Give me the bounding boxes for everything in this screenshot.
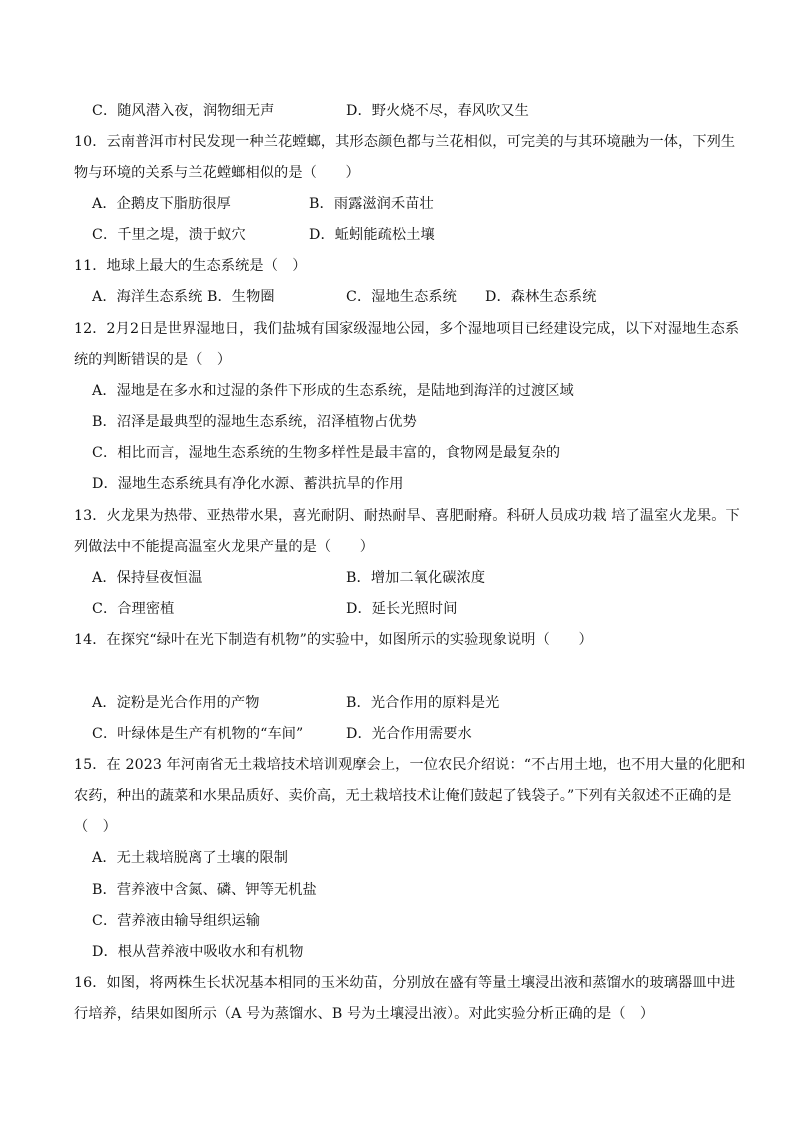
q10-option-a: A．企鹅皮下脂肪很厚 xyxy=(92,196,231,212)
q11-option-c: C．湿地生态系统 xyxy=(346,289,457,305)
q16-stem-line1: 16．如图，将两株生长状况基本相同的玉米幼苗，分别放在盛有等量土壤浸出液和蒸馏水的玻璃器皿中进 xyxy=(74,975,736,991)
q12-option-d: D．湿地生态系统具有净化水源、蓄洪抗旱的作用 xyxy=(92,476,404,492)
q10-option-d: D．蚯蚓能疏松土壤 xyxy=(309,227,435,243)
q16-stem-line2: 行培养，结果如图所示（A 号为蒸馏水、B 号为土壤浸出液）。对此实验分析正确的是（ ） xyxy=(74,1006,655,1022)
q13-option-b: B．增加二氧化碳浓度 xyxy=(346,570,486,586)
q10-stem-line1: 10．云南普洱市村民发现一种兰花螳螂，其形态颜色都与兰花相似，可完美的与其环境融为一体，下列生 xyxy=(74,134,736,150)
q12-stem-line1: 12．2月2日是世界湿地日，我们盐城有国家级湿地公园，多个湿地项目已经建设完成，以下对湿地生态系 xyxy=(74,321,740,337)
q12-stem-line2: 统的判断错误的是（ ） xyxy=(74,352,232,368)
q10-option-b: B．雨露滋润禾苗壮 xyxy=(309,196,434,212)
q11-stem: 11．地球上最大的生态系统是（ ） xyxy=(74,258,307,274)
q14-option-d: D．光合作用需要水 xyxy=(346,726,472,742)
q14-option-a: A．淀粉是光合作用的产物 xyxy=(92,695,260,711)
q10-stem-line2: 物与环境的关系与兰花螳螂相似的是（ ） xyxy=(74,165,360,181)
q10-option-c: C．千里之堤，溃于蚁穴 xyxy=(92,227,246,243)
q9-option-c: C．随风潜入夜，润物细无声 xyxy=(92,103,275,119)
q15-option-d: D．根从营养液中吸收水和有机物 xyxy=(92,944,304,960)
q13-stem-line2: 列做法中不能提高温室火龙果产量的是（ ） xyxy=(74,539,375,555)
q14-stem: 14．在探究“绿叶在光下制造有机物”的实验中，如图所示的实验现象说明（ ） xyxy=(74,632,593,648)
q14-option-b: B．光合作用的原料是光 xyxy=(346,695,500,711)
q13-stem-line1: 13．火龙果为热带、亚热带水果，喜光耐阴、耐热耐旱、喜肥耐瘠。科研人员成功栽 培了温室火龙果。下 xyxy=(74,508,740,524)
q11-option-d: D．森林生态系统 xyxy=(485,289,597,305)
q15-option-c: C．营养液由输导组织运输 xyxy=(92,913,261,929)
q15-option-b: B．营养液中含氮、磷、钾等无机盐 xyxy=(92,882,317,898)
q15-option-a: A．无土栽培脱离了土壤的限制 xyxy=(92,850,289,866)
q11-option-ab: A．海洋生态系统 B．生物圈 xyxy=(92,289,275,305)
q12-option-c: C．相比而言，湿地生态系统的生物多样性是最丰富的，食物网是最复杂的 xyxy=(92,445,561,461)
q12-option-b: B．沼泽是最典型的湿地生态系统，沼泽植物占优势 xyxy=(92,414,417,430)
q12-option-a: A．湿地是在多水和过湿的条件下形成的生态系统，是陆地到海洋的过渡区域 xyxy=(92,383,574,399)
q13-option-d: D．延长光照时间 xyxy=(346,601,458,617)
q15-stem-line2: 农药，种出的蔬菜和水果品质好、卖价高，无土栽培技术让俺们鼓起了钱袋子。”下列有关叙述不正确的是 xyxy=(74,788,732,804)
q14-option-c: C．叶绿体是生产有机物的“车间” xyxy=(92,726,304,742)
q9-option-d: D．野火烧不尽，春风吹又生 xyxy=(346,103,529,119)
q13-option-a: A．保持昼夜恒温 xyxy=(92,570,203,586)
q15-stem-line1: 15．在 2023 年河南省无土栽培技术培训观摩会上，一位农民介绍说：“不占用土地，也不用大量的化肥和 xyxy=(74,757,746,773)
q13-option-c: C．合理密植 xyxy=(92,601,175,617)
q15-stem-line3: （ ） xyxy=(74,819,117,835)
